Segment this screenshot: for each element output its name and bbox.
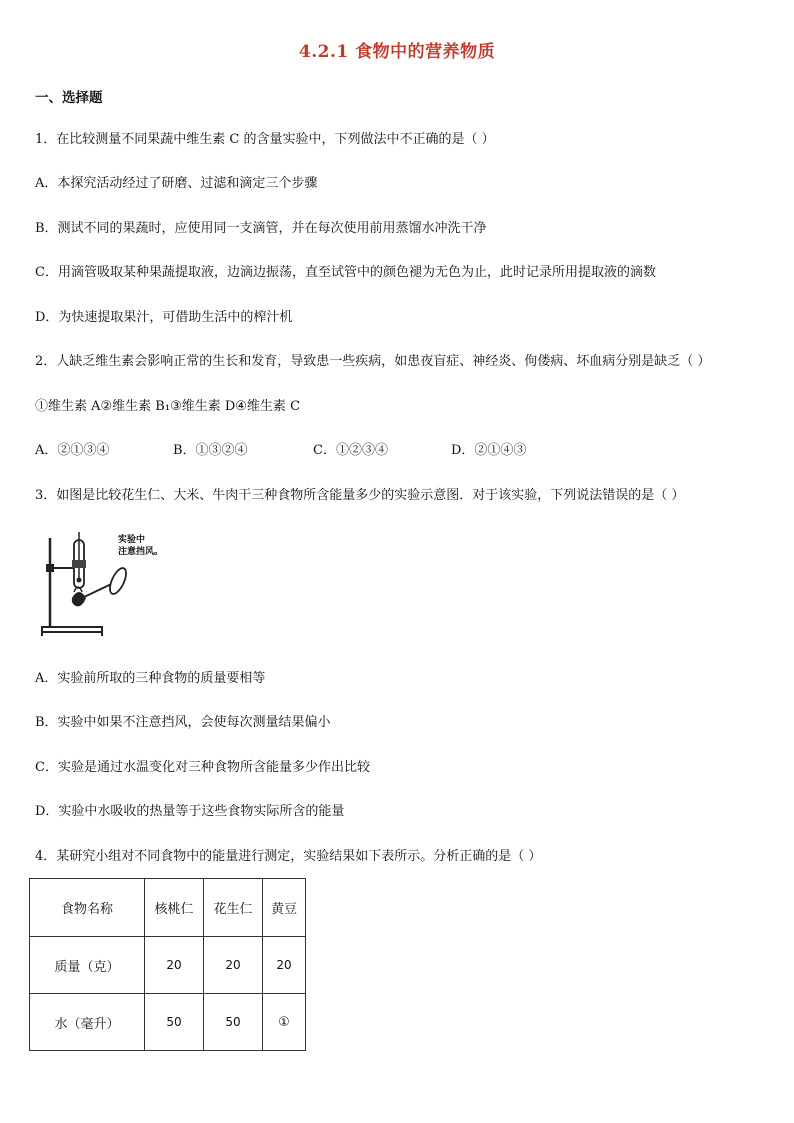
table-header-cell: 食物名称	[30, 879, 145, 937]
cork-disc	[107, 566, 130, 596]
table-header-row	[30, 879, 306, 937]
question-3-option-d: D．实验中水吸收的热量等于这些食物实际所含的能量	[35, 804, 345, 819]
clamp-knob	[46, 564, 54, 572]
question-2-option-a: A．②①③④	[35, 443, 110, 458]
table-header-cell: 黄豆	[263, 879, 306, 937]
question-2-items: ①维生素 A②维生素 B₁③维生素 D④维生素 C	[35, 399, 301, 414]
table-cell: 20	[204, 937, 263, 994]
question-1-option-d: D．为快速提取果汁，可借助生活中的榨汁机	[35, 310, 293, 325]
table-cell: ①	[263, 994, 306, 1051]
thermometer-bulb	[77, 578, 82, 583]
table-row	[30, 994, 306, 1051]
table-row	[30, 937, 306, 994]
question-3-option-c: C．实验是通过水温变化对三种食物所含能量多少作出比较	[35, 760, 370, 775]
question-1-option-b: B．测试不同的果蔬时，应使用同一支滴管，并在每次使用前用蒸馏水冲洗干净	[35, 221, 487, 236]
stand-base	[42, 627, 102, 632]
question-1-option-a: A．本探究活动经过了研磨、过滤和滴定三个步骤	[35, 176, 318, 191]
table-cell: 50	[145, 994, 204, 1051]
clamp-jaw	[72, 560, 86, 568]
table-cell: 水（毫升）	[30, 994, 145, 1051]
burning-food	[72, 592, 86, 606]
question-2-stem: 2．人缺乏维生素会影响正常的生长和发育，导致患一些疾病，如患夜盲症、神经炎、佝偻病、坏血病分别是缺乏（ ）	[35, 354, 711, 369]
figure-note-1: 实验中	[118, 535, 146, 545]
apparatus-illustration	[38, 530, 178, 640]
question-1-stem: 1．在比较测量不同果蔬中维生素 C 的含量实验中，下列做法中不正确的是（ ）	[35, 132, 495, 147]
question-2-option-c: C．①②③④	[313, 443, 388, 458]
table-cell: 质量（克）	[30, 937, 145, 994]
table-cell: 50	[204, 994, 263, 1051]
question-2-option-b: B．①③②④	[173, 443, 248, 458]
experiment-diagram	[38, 530, 178, 640]
question-3-option-a: A．实验前所取的三种食物的质量要相等	[35, 671, 266, 686]
question-3-stem: 3．如图是比较花生仁、大米、牛肉干三种食物所含能量多少的实验示意图．对于该实验，下列说法错误的是（ ）	[35, 488, 685, 503]
question-4-stem: 4．某研究小组对不同食物中的能量进行测定，实验结果如下表所示。分析正确的是（ ）	[35, 849, 542, 864]
food-energy-table	[29, 878, 306, 1051]
question-2-option-d: D．②①④③	[451, 443, 527, 458]
question-3-option-b: B．实验中如果不注意挡风，会使每次测量结果偏小	[35, 715, 331, 730]
table-cell: 20	[263, 937, 306, 994]
table-header-cell: 花生仁	[204, 879, 263, 937]
table-cell: 20	[145, 937, 204, 994]
question-1-option-c: C．用滴管吸取某种果蔬提取液，边滴边振荡，直至试管中的颜色褪为无色为止，此时记录所用提取液的滴数	[35, 265, 656, 280]
question-2-options	[35, 439, 526, 458]
page-title: 4.2.1 食物中的营养物质	[298, 42, 496, 62]
figure-note-2: 注意挡风。	[118, 547, 164, 557]
table-header-cell: 核桃仁	[145, 879, 204, 937]
section-heading: 一、选择题	[35, 90, 103, 106]
